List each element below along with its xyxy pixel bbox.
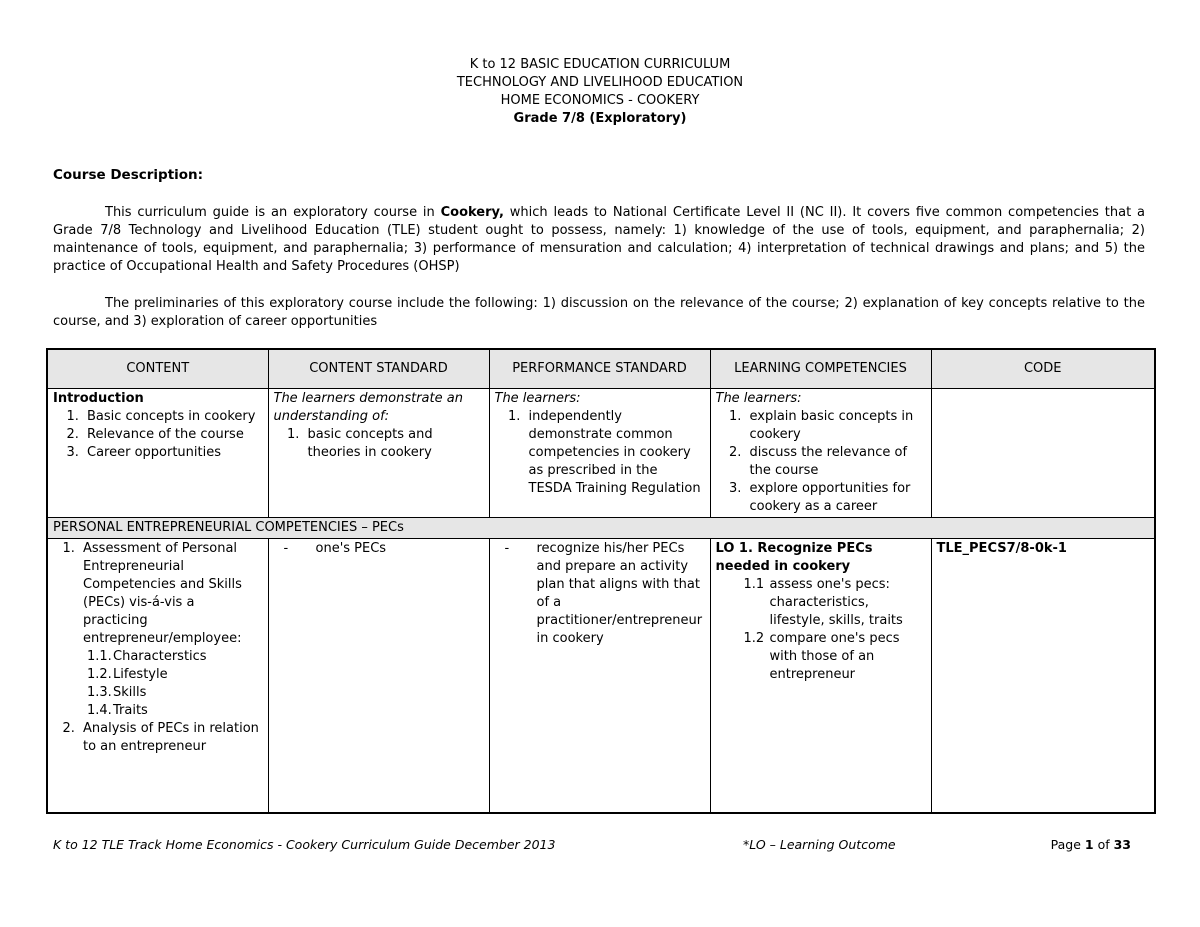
intro-performance-list — [495, 408, 705, 498]
header-code: CODE — [931, 349, 1155, 389]
performance-lead: The learners: — [494, 391, 581, 406]
list-item: 2. Analysis of PECs in relation to an entrepreneur — [79, 720, 263, 756]
table-row-introduction — [47, 389, 1155, 518]
pecs-sublist — [83, 648, 263, 720]
pecs-standard-list — [274, 540, 484, 558]
header-line-1: K to 12 BASIC EDUCATION CURRICULUM — [469, 57, 731, 72]
pecs-content-cell — [47, 539, 268, 813]
header-grade: Grade 7/8 (Exploratory) — [513, 111, 687, 126]
table-row-pecs-band — [47, 518, 1155, 539]
lo-sub-text: compare one's pecs with those of an entrepreneur — [769, 631, 900, 682]
list-item — [79, 540, 263, 720]
list-item — [83, 666, 263, 684]
intro-title: Introduction — [53, 391, 144, 406]
list-item — [83, 648, 263, 666]
intro-standard-cell — [268, 389, 489, 518]
header-performance-standard: PERFORMANCE STANDARD — [489, 349, 710, 389]
list-item — [744, 630, 926, 684]
pecs-content-list — [53, 540, 263, 756]
pecs-performance-list — [495, 540, 705, 648]
list-item — [83, 702, 263, 720]
lo-title: LO 1. Recognize PECs needed in cookery — [715, 541, 873, 574]
pecs-competency-cell — [710, 539, 931, 813]
footer-guide-title: K to 12 TLE Track Home Economics - Cookery Curriculum Guide December 2013 — [53, 837, 556, 852]
page-current: 1 — [1084, 837, 1094, 852]
list-item: 1. basic concepts and theories in cookery — [304, 426, 484, 462]
pecs-code-cell — [931, 539, 1155, 813]
pecs-band-cell: PERSONAL ENTREPRENEURIAL COMPETENCIES – PECs — [47, 518, 1155, 539]
intro-content-list — [53, 408, 263, 462]
document-header — [0, 56, 1200, 128]
pecs-code: TLE_PECS7/8-0k-1 — [936, 541, 1067, 556]
sub-number: 1.2. — [87, 667, 112, 682]
list-item — [83, 684, 263, 702]
list-item: 1. independently demonstrate common competencies in cookery as prescribed in the TESDA Training Regulation — [525, 408, 705, 498]
intro-standard-list — [274, 426, 484, 462]
list-item: 3. explore opportunities for cookery as a career — [746, 480, 926, 516]
list-item: - recognize his/her PECs and prepare an activity plan that aligns with that of a practitioner/entrepreneur in cookery — [495, 540, 705, 648]
p1-bold: Cookery, — [440, 205, 504, 220]
sub-text: Lifestyle — [113, 667, 168, 682]
intro-performance-cell — [489, 389, 710, 518]
header-learning-competencies: LEARNING COMPETENCIES — [710, 349, 931, 389]
header-content-standard: CONTENT STANDARD — [268, 349, 489, 389]
sub-text: Characterstics — [113, 649, 207, 664]
intro-competency-cell — [710, 389, 931, 518]
footer-page-number — [1051, 837, 1131, 852]
intro-competency-list — [716, 408, 926, 516]
lo-sub-number: 1.1 — [743, 577, 765, 592]
curriculum-table — [46, 348, 1156, 814]
lo-sub-number: 1.2 — [743, 631, 765, 646]
intro-content-cell — [47, 389, 268, 518]
list-item: 2. Relevance of the course — [83, 426, 263, 444]
footer-lo-note: *LO – Learning Outcome — [743, 837, 896, 852]
pecs-performance-cell — [489, 539, 710, 813]
p1-before: This curriculum guide is an exploratory course in — [105, 205, 441, 220]
header-content: CONTENT — [47, 349, 268, 389]
sub-text: Traits — [113, 703, 148, 718]
p1-after: which leads to National Certificate Level II (NC II). It covers five common competencies that a Grade 7/8 Technology and Livelihood Education (TLE) student ought to possess, namely: 1) knowledge of the use of tools, equipment, and paraphernalia; 2) maintenance of tools, equipment, and paraphernalia; 3) performance of mensuration and calculation; 4) interpretation of technical drawings and plans; and 5) the practice of Occupational Health and Safety Procedures (OHSP) — [53, 205, 1145, 274]
pecs-content-item-1: Assessment of Personal Entrepreneurial Competencies and Skills (PECs) vis-á-vis a practicing entrepreneur/employee: — [83, 541, 242, 646]
sub-number: 1.3. — [87, 685, 112, 700]
table-row-pecs — [47, 539, 1155, 813]
standard-lead: The learners demonstrate an understanding of: — [273, 391, 463, 424]
course-description-title: Course Description: — [53, 167, 204, 183]
p2-text: The preliminaries of this exploratory course include the following: 1) discussion on the relevance of the course; 2) explanation of key concepts relative to the course, and 3) exploration of career opportunities — [53, 296, 1145, 329]
list-item — [744, 576, 926, 630]
list-item: 2. discuss the relevance of the course — [746, 444, 926, 480]
course-description-paragraph-1 — [53, 204, 1145, 276]
pecs-standard-cell — [268, 539, 489, 813]
intro-code-cell — [931, 389, 1155, 518]
header-line-2: TECHNOLOGY AND LIVELIHOOD EDUCATION — [456, 75, 744, 90]
header-line-3: HOME ECONOMICS - COOKERY — [500, 93, 700, 108]
lo-sublist — [716, 576, 926, 684]
list-item: 1. explain basic concepts in cookery — [746, 408, 926, 444]
sub-number: 1.1. — [87, 649, 112, 664]
list-item: 1. Basic concepts in cookery — [83, 408, 263, 426]
lo-sub-text: assess one's pecs: characteristics, lifestyle, skills, traits — [769, 577, 903, 628]
sub-number: 1.4. — [87, 703, 112, 718]
competency-lead: The learners: — [715, 391, 802, 406]
page-total: 33 — [1113, 837, 1131, 852]
course-description-paragraph-2 — [53, 295, 1145, 331]
list-item: 3. Career opportunities — [83, 444, 263, 462]
list-item: - one's PECs — [274, 540, 484, 558]
page-of-label: of — [1093, 837, 1114, 852]
page-label: Page — [1050, 837, 1085, 852]
table-header-row — [47, 349, 1155, 389]
sub-text: Skills — [113, 685, 147, 700]
